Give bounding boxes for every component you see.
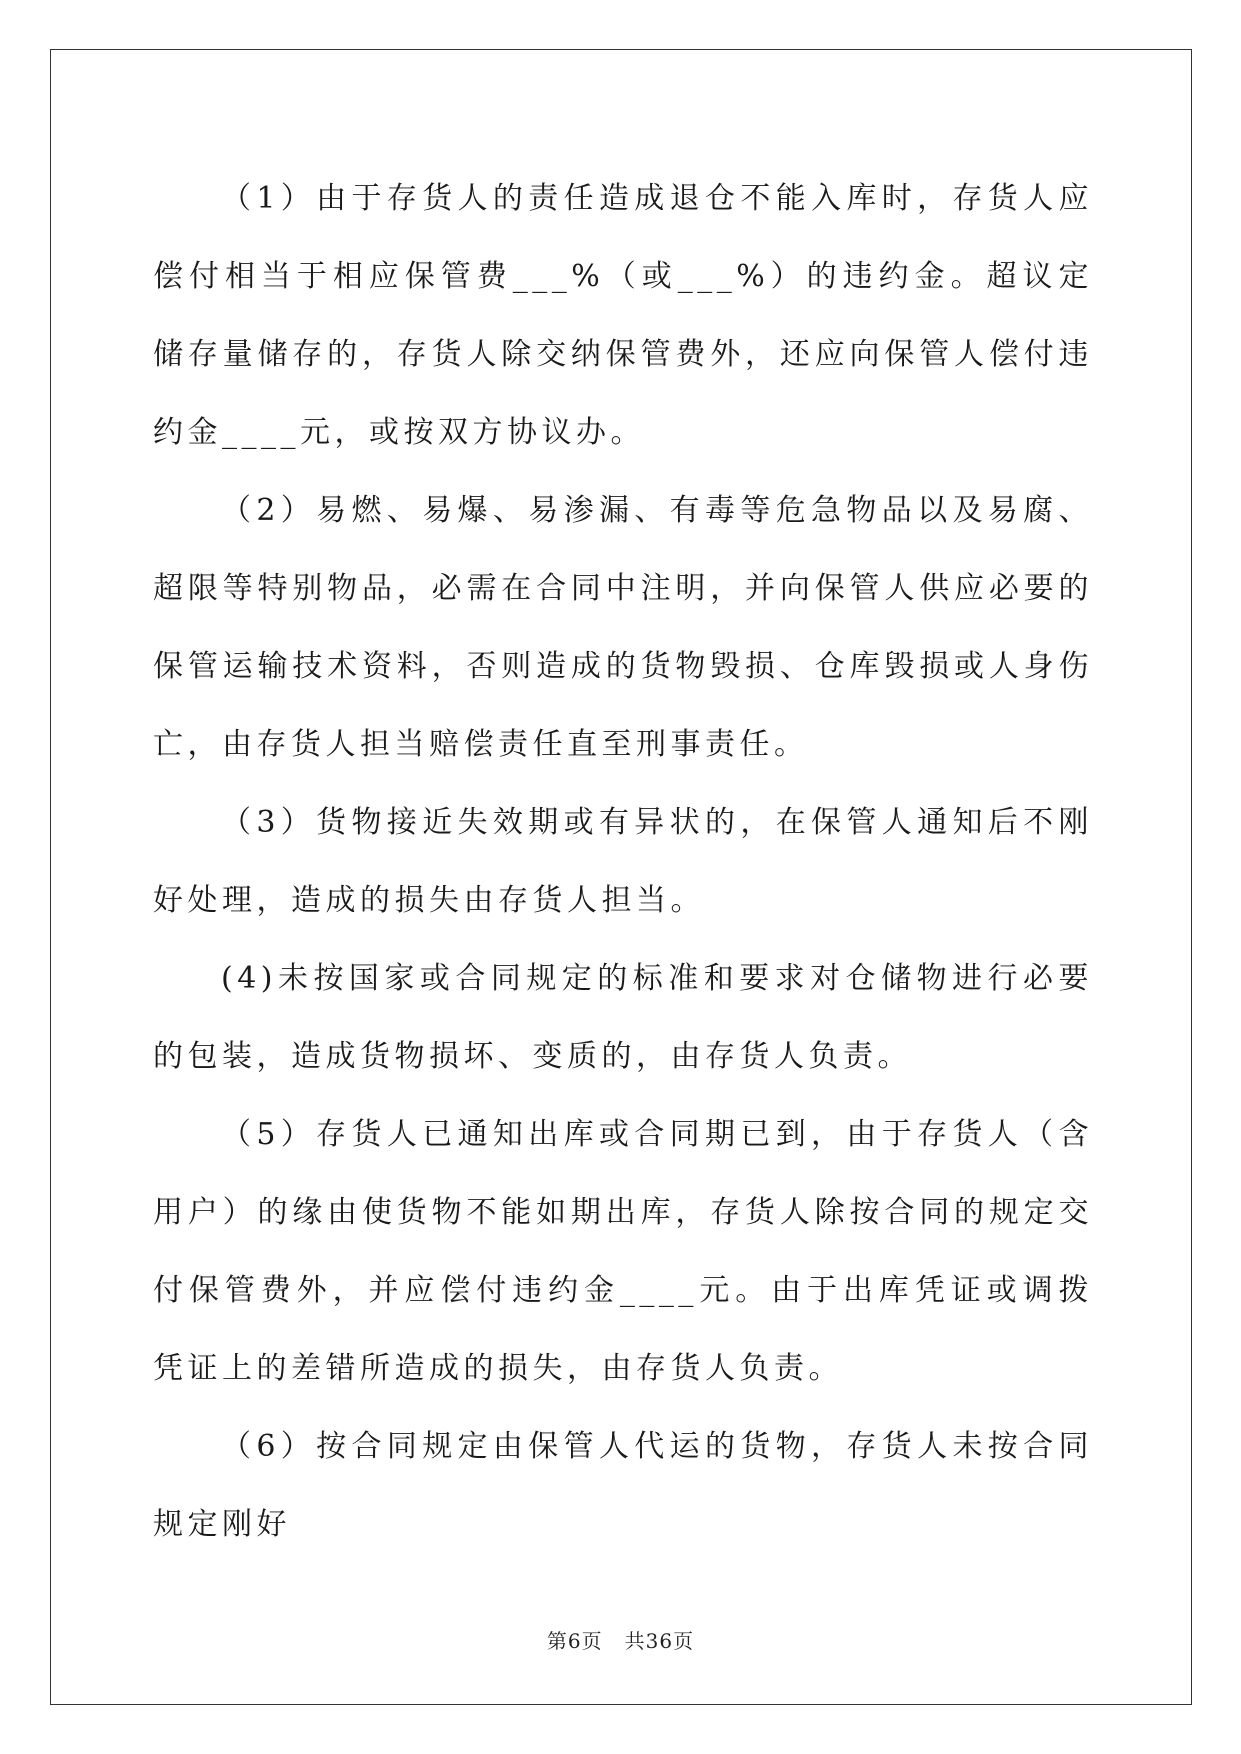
- paragraph-1: （1）由于存货人的责任造成退仓不能入库时，存货人应偿付相当于相应保管费___%（或___%）的违约金。超议定储存量储存的，存货人除交纳保管费外，还应向保管人偿付违约金____元，或按双方协议办。: [153, 181, 1093, 450]
- paragraph-2: （2）易燃、易爆、易渗漏、有毒等危急物品以及易腐、超限等特别物品，必需在合同中注明，并向保管人供应必要的保管运输技术资料，否则造成的货物毁损、仓库毁损或人身伤亡，由存货人担当赔偿责任直至刑事责任。: [153, 493, 1093, 762]
- total-pages-label: 共36页: [624, 1629, 695, 1653]
- paragraph-5: （5）存货人已通知出库或合同期已到，由于存货人（含用户）的缘由使货物不能如期出库，存货人除按合同的规定交付保管费外，并应偿付违约金____元。由于出库凭证或调拨凭证上的差错所造成的损失，由存货人负责。: [153, 1117, 1093, 1386]
- paragraph-3: （3）货物接近失效期或有异状的，在保管人通知后不刚好处理，造成的损失由存货人担当。: [153, 805, 1093, 918]
- paragraph-6: （6）按合同规定由保管人代运的货物，存货人未按合同规定刚好: [153, 1429, 1093, 1542]
- current-page-label: 第6页: [546, 1629, 603, 1653]
- paragraph-4: (4)未按国家或合同规定的标准和要求对仓储物进行必要的包装，造成货物损坏、变质的，由存货人负责。: [153, 961, 1093, 1074]
- document-body: [153, 160, 1093, 1564]
- page-footer: [0, 1625, 1241, 1654]
